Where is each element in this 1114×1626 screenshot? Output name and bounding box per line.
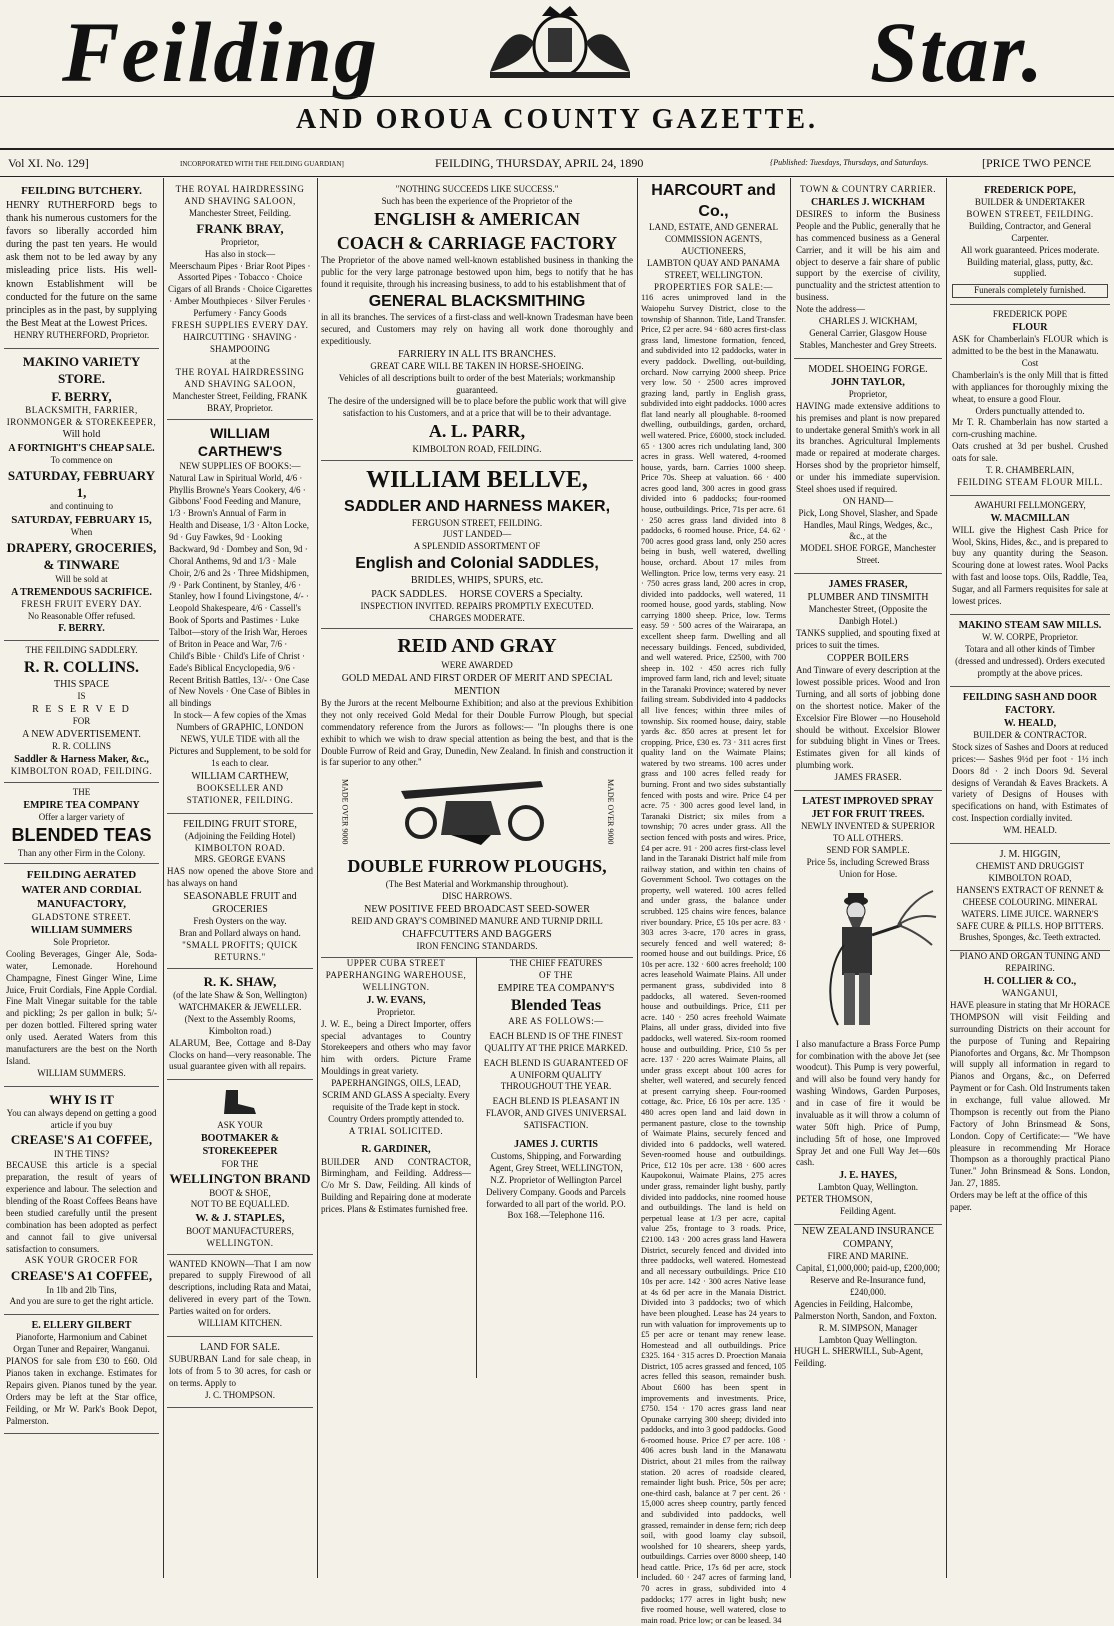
fruit-name: MRS. GEORGE EVANS bbox=[194, 854, 286, 865]
ad-reid-and-gray bbox=[321, 629, 633, 958]
carrier-name: CHARLES J. WICKHAM bbox=[811, 196, 925, 208]
reid-awarded: WERE AWARDED bbox=[441, 659, 513, 670]
flour-orders: Orders punctually attended to. bbox=[975, 405, 1085, 416]
forge-on-hand: ON HAND— bbox=[842, 495, 894, 506]
harcourt-heading: HARCOURT and Co., bbox=[651, 182, 776, 221]
features-item-3: EACH BLEND IS PLEASANT IN FLAVOR, AND GIVES UNIVERSAL SATISFACTION. bbox=[485, 1096, 627, 1130]
aerated-heading: FEILDING AERATED WATER AND CORDIAL MANUFACTORY, bbox=[21, 869, 142, 911]
land-heading: LAND FOR SALE. bbox=[200, 1341, 280, 1353]
spray-price: Price 5s, including Screwed Brass Union for Hose. bbox=[806, 856, 930, 879]
variety-date-2: SATURDAY, FEBRUARY 15, bbox=[11, 513, 152, 526]
forge-heading: MODEL SHOEING FORGE. bbox=[808, 363, 928, 375]
carthew-stock: In stock— A few copies of the Xmas Numbers of GRAPHIC, LONDON NEWS, YULE TIDE with all the Pictures and Supplement, to be sold for 1s each to clear. bbox=[169, 710, 311, 768]
hair-fresh: FRESH SUPPLIES EVERY DAY. bbox=[171, 319, 309, 330]
ad-empire-tea bbox=[4, 783, 159, 865]
horse-shoeing: GREAT CARE WILL BE TAKEN IN HORSE-SHOEING. bbox=[370, 360, 584, 371]
carthew-list: Natural Law in Spiritual World, 4/6 · Phyllis Browne's Years Cookery, 4/6 · Gibbons' Food Feeding and Manure, 1/3 · Brown's Annual of Farm in Health and Disease, 1/3 · Alton Locke, 9d · Guy Fawkes, 9d · Looking Backward, 9d · Dombey and Son, 9d · Choral Anthems, 9d and 1/3 · Male Choir, 2/6 and 2s · Three Midshipmen, /9 · Park Continent, by Stanley, 4/6 · Stanley, how I found Livingstone, 4/- · Leopold Shakespeare, 4/6 · Cassell's Book of Sports and Pastimes · Luke Talbot—story of the Irish War, Heroes of Briton in Peace and War, 7/6 · Child's Bible · Child's Life of Christ · Eade's Biblical Encyclopedia, 9/6 · Recent British Battles, 13/- · One Case of New Novels · One Case of Bibles in all bindings bbox=[169, 472, 310, 709]
vehicles: Vehicles of all descriptions built to order of the best Materials; workmanship guaranteed. bbox=[338, 372, 616, 395]
fruit-oysters: Fresh Oysters on the way. bbox=[193, 916, 287, 927]
crease-text: BECAUSE this article is a special preparation, the result of years of experience and labour. The selection and blending of the Roast Coffees Beans have been studied carefully until the present combination has been adopted as perfect and cannot fail to give universal satisfaction to consumers. bbox=[6, 1160, 157, 1254]
boot-shoe: BOOT & SHOE, bbox=[209, 1187, 271, 1198]
evans-list: PAPERHANGINGS, OILS, LEAD, SCRIM AND GLASS A specialty. Every requisite of the Trade kept in stock. Country Orders promptly attended to. bbox=[322, 1078, 470, 1124]
piano-address: WANGANUI, bbox=[1001, 988, 1059, 999]
carrier-signature: CHARLES J. WICKHAM, bbox=[818, 315, 918, 326]
seed-sower: NEW POSITIVE FEED BROADCAST SEED-SOWER bbox=[364, 903, 590, 915]
ad-sash-door-factory bbox=[950, 687, 1110, 844]
variety-name: F. BERRY, bbox=[51, 388, 112, 404]
reid-medal: GOLD MEDAL AND FIRST ORDER OF MERIT AND SPECIAL MENTION bbox=[341, 672, 613, 697]
carthew-signature: WILLIAM CARTHEW, bbox=[191, 770, 289, 782]
disc-harrows: DISC HARROWS. bbox=[441, 890, 512, 901]
dateline-incorporated: INCORPORATED WITH THE FEILDING GUARDIAN] bbox=[180, 160, 344, 168]
ad-crease-coffee bbox=[4, 1087, 159, 1316]
evans-name: J. W. EVANS, bbox=[366, 994, 426, 1006]
flour-oats: Oats crushed at 3d per bushel. Crushed oats for sale. bbox=[952, 441, 1108, 463]
flour-mill-name: FEILDING STEAM FLOUR MILL. bbox=[957, 476, 1103, 487]
flour-signature: T. R. CHAMBERLAIN, bbox=[985, 464, 1075, 475]
pianos-text: PIANOS for sale from £30 to £60. Old Pianos taken in exchange. Estimates for Repairs given. Pianos tuned by the year. Orders may be left at the Star office, Feilding, or Mr W. Park's Book Depot, Palmerston. bbox=[6, 1356, 157, 1426]
masthead-title-right: Star. bbox=[870, 4, 1045, 100]
sash-trade: BUILDER & CONTRACTOR. bbox=[973, 730, 1087, 741]
features-teas: Blended Teas bbox=[510, 996, 602, 1014]
ad-spray-jet bbox=[794, 791, 942, 1225]
curtis-text: Customs, Shipping, and Forwarding Agent, Grey Street, WELLINGTON, N.Z. Proprietor of Wellington Parcel Delivery Company. Goods and Parcels forwarded to all part of the world. P.O. Box 168.—Telephone 116. bbox=[486, 1151, 626, 1221]
aerated-address: GLADSTONE STREET. bbox=[31, 911, 132, 922]
sawmill-text: Totara and all other kinds of Timber (dressed and undressed). Orders executed promptly at the above prices. bbox=[955, 643, 1105, 678]
spray-newly: NEWLY INVENTED & SUPERIOR TO ALL OTHERS. bbox=[800, 821, 935, 844]
ad-model-shoeing-forge bbox=[794, 359, 942, 575]
variety-sold: Will be sold at bbox=[55, 573, 108, 584]
gilbert-trade: Pianoforte, Harmonium and Cabinet Organ Tuner and Repairer, Wanganui. bbox=[13, 1332, 150, 1355]
ad-feilding-butchery bbox=[4, 180, 159, 349]
pope-text: Building, Contractor, and General Carpenter. bbox=[968, 220, 1092, 243]
thomson-name: PETER THOMSON, bbox=[796, 1194, 873, 1205]
shaw-alarm: ALARUM, Bee, Cottage and 8-Day Clocks on hand—very reasonable. The usual guarantee given with all repairs. bbox=[169, 1037, 311, 1072]
boot-icon bbox=[220, 1088, 260, 1116]
awahuri-text: WILL give the Highest Cash Price for Wool, Skins, Hides, &c., and is prepared to buy any quantity during the Season. Scouring done at lowest rates. Wool Packs with fast and loose tops. Oils, Raddle, Tea, Sugar, and all Farmers requisites for sale at lowest prices. bbox=[952, 524, 1108, 606]
smith-heading: GENERAL BLACKSMITHING bbox=[368, 292, 586, 310]
masthead-title-left: Feilding bbox=[62, 4, 380, 100]
harcourt-address: LAMBTON QUAY AND PANAMA STREET, WELLINGTON. bbox=[646, 257, 781, 280]
evans-text: J. W. E., being a Direct Importer, offers special advantages to Country Storekeepers and others who may favor him with orders. Picture Frame Mouldings in great variety. bbox=[321, 1018, 471, 1077]
features-item-1: EACH BLEND IS OF THE FINEST QUALITY AT THE PRICE MARKED. bbox=[484, 1030, 628, 1053]
factory-heading-1: ENGLISH & AMERICAN bbox=[373, 208, 581, 229]
gilbert-heading: E. ELLERY GILBERT bbox=[31, 1320, 132, 1332]
features-item-2: EACH BLEND IS GUARANTEED OF A UNIFORM QUALITY THROUGHOUT THE YEAR. bbox=[483, 1057, 629, 1092]
smith-text: in all its branches. The services of a first-class and well-known Tradesman have been secured, and Customers may rely on having all work done thoroughly and expeditiously. bbox=[321, 311, 633, 346]
hayes-address: Lambton Quay, Wellington. bbox=[817, 1182, 918, 1193]
aerated-proprietor: Sole Proprietor. bbox=[53, 937, 110, 948]
crease-heading: CREASE'S A1 COFFEE, bbox=[10, 1132, 153, 1148]
ad-wellington-brand bbox=[167, 1080, 313, 1254]
fraser-text-2: And Tinware of every description at the lowest possible prices. Wood and Iron Turning, and all sorts of jobbing done on the shortest notice. Maker of the Excelsior Fire Blower —no Household should be without. Excelsior Blower for subduing blight in Vines or Trees. Estimates given for all kinds of plumbing work. bbox=[796, 665, 940, 771]
pope-address: BOWEN STREET, FEILDING. bbox=[966, 209, 1094, 220]
dateline-published: {Published: Tuesdays, Thursdays, and Saturdays. bbox=[770, 158, 929, 167]
variety-sacrifice: A TREMENDOUS SACRIFICE. bbox=[11, 586, 152, 598]
pope-funerals: Funerals completely furnished. bbox=[952, 284, 1108, 298]
evans-trial: A TRIAL SOLICITED. bbox=[348, 1125, 444, 1136]
ad-william-bellve bbox=[321, 461, 633, 630]
reid-text: By the Jurors at the recent Melbourne Exhibition; and also at the previous Exhibition they not only received Gold Medal for their Double Furrow Plough, but special commendatory reference from the Jurors as follows:— "In ploughs there is one exhibit to which we wish to draw special attention as being the best, and that is the Double Furrow of Reid and Gray, Dunedin, New Zealand. In finish and construction it is far superior to any other." bbox=[321, 698, 633, 768]
higgin-name: J. M. HIGGIN, bbox=[999, 848, 1061, 860]
nz-manager: R. M. SIMPSON, Manager bbox=[818, 1322, 918, 1333]
ad-feilding-saddlery bbox=[4, 641, 159, 783]
features-heading: THE CHIEF FEATURES bbox=[509, 957, 603, 968]
sash-signature: WM. HEALD. bbox=[1003, 825, 1057, 836]
made-left: MADE OVER 9000 bbox=[340, 779, 350, 845]
ad-town-country-carrier bbox=[794, 180, 942, 359]
plough-illustration bbox=[321, 769, 633, 855]
ad-royal-hairdressing bbox=[167, 180, 313, 420]
sawmill-heading: MAKINO STEAM SAW MILLS. bbox=[958, 619, 1102, 631]
dateline bbox=[0, 152, 1114, 176]
carrier-note: Note the address— bbox=[796, 304, 865, 315]
ad-awahuri-fellmongery bbox=[950, 496, 1110, 615]
sash-text: Stock sizes of Sashes and Doors at reduced prices:— Sashes 9½d per foot · 1½ inch Doors 8d · 2 inch Doors 9d. Several designs of Verandah & Eaves Brackets. A variety of Designs of Houses with specifications on hand, with Estimates of cost. Inspection cordially invited. bbox=[952, 741, 1108, 824]
piano-orders: Orders may be left at the office of this paper. bbox=[950, 1190, 1088, 1212]
bellve-pack: PACK SADDLES. bbox=[371, 588, 447, 600]
factory-intro: Such has been the experience of the Proprietor of the bbox=[381, 195, 573, 206]
saddlery-address: KIMBOLTON ROAD, FEILDING. bbox=[10, 765, 153, 776]
why-text: You can always depend on getting a good article if you buy bbox=[6, 1107, 157, 1130]
features-company: EMPIRE TEA COMPANY'S bbox=[497, 982, 615, 994]
fraser-text: TANKS supplied, and spouting fixed at prices to suit the times. bbox=[796, 628, 940, 651]
fruit-text: HAS now opened the above Store and has always on hand bbox=[167, 866, 313, 889]
column-2 bbox=[167, 180, 313, 1580]
features-of: OF THE bbox=[538, 969, 574, 980]
hair-signature: Manchester Street, Feilding, FRANK BRAY, Proprietor. bbox=[172, 391, 308, 414]
parr-address: KIMBOLTON ROAD, FEILDING. bbox=[412, 443, 542, 454]
royal-crest-icon bbox=[450, 2, 670, 82]
nz-agencies: Agencies in Feilding, Halcombe, Palmerston North, Sandon, and Foxton. bbox=[794, 1298, 937, 1321]
nz-sub-agent: HUGH L. SHERWILL, Sub-Agent, Feilding. bbox=[794, 1346, 923, 1369]
variety-when: When bbox=[70, 527, 93, 538]
bellve-covers: HORSE COVERS a Specialty. bbox=[459, 588, 583, 600]
col3-lower bbox=[321, 958, 633, 1378]
dateline-price: [PRICE TWO PENCE bbox=[982, 156, 1092, 170]
column-rule bbox=[317, 178, 318, 1578]
masthead-rule-top bbox=[0, 96, 1114, 97]
saddlery-new: A NEW ADVERTISEMENT. bbox=[22, 728, 141, 740]
iron-fencing: IRON FENCING STANDARDS. bbox=[416, 941, 538, 952]
crease-heading-2: CREASE'S A1 COFFEE, bbox=[10, 1268, 153, 1284]
made-right: MADE OVER 9000 bbox=[606, 779, 615, 845]
chaffcutters: CHAFFCUTTERS AND BAGGERS bbox=[402, 928, 552, 940]
ad-coach-factory bbox=[321, 180, 633, 461]
saddlery-reserved: R E S E R V E D bbox=[32, 703, 131, 715]
ad-frederick-pope bbox=[950, 180, 1110, 305]
variety-continue: and continuing to bbox=[50, 501, 113, 512]
sash-heading: FEILDING SASH AND DOOR FACTORY. bbox=[962, 691, 1098, 716]
variety-fruit: FRESH FRUIT EVERY DAY. bbox=[21, 598, 142, 609]
variety-heading: MAKINO VARIETY STORE. bbox=[22, 354, 141, 387]
tea-offer: Offer a larger variety of bbox=[38, 811, 125, 822]
variety-offer: No Reasonable Offer refused. bbox=[27, 610, 136, 621]
spray-heading: LATEST IMPROVED SPRAY JET FOR FRUIT TREES. bbox=[802, 795, 934, 821]
tea-than: Than any other Firm in the Colony. bbox=[17, 847, 146, 858]
ad-ellery-gilbert bbox=[4, 1315, 159, 1434]
hayes-name: J. E. HAYES, bbox=[839, 1170, 897, 1182]
nz-capital: Capital, £1,000,000; paid-up, £200,000; Reserve and Re-Insurance fund, £240,000. bbox=[796, 1263, 940, 1298]
wanted-text: WANTED KNOWN—That I am now prepared to supply Firewood of all descriptions, including Rata and Matai, delivered in every part of the Town. Parties waited on for orders. bbox=[169, 1258, 311, 1317]
fraser-signature: JAMES FRASER. bbox=[834, 772, 902, 782]
shaw-text: (of the late Shaw & Son, Wellington) WATCHMAKER & JEWELLER. (Next to the Assembly Rooms, Kimbolton road.) bbox=[173, 990, 307, 1036]
gardiner-text: BUILDER AND CONTRACTOR, Birmingham, and Feilding. Address—C/o Mr S. Daw, Feilding. All kinds of Building and Repairing done at moderate prices. Plans & Estimates furnished free. bbox=[321, 1156, 471, 1215]
fruit-address: KIMBOLTON ROAD. bbox=[194, 842, 286, 853]
why-heading: WHY IS IT bbox=[49, 1091, 114, 1107]
column-rule bbox=[476, 958, 477, 1378]
forge-text: HAVING made extensive additions to his premises and plant is now prepared to undertake general Smith's work in all its branches. Agricultural Implements made or repaired at moderate charges. Horses shod by the proprietor himself, or under his immediate supervision. Steel shoes used if required. bbox=[796, 400, 940, 494]
pope-trade: BUILDER & UNDERTAKER bbox=[974, 197, 1086, 208]
factory-text: The Proprietor of the above named well-known established business in thanking the public for the very large patronage bestowed upon him, begs to notify that he has found it requisite, through his increasing business, to add to his establishment that of bbox=[321, 255, 633, 289]
aerated-name: WILLIAM SUMMERS bbox=[30, 924, 133, 936]
fraser-trade: PLUMBER AND TINSMITH bbox=[807, 592, 929, 604]
hair-stock: Has also in stock— bbox=[204, 248, 276, 259]
plough-icon bbox=[391, 771, 561, 851]
awahuri-heading: AWAHURI FELLMONGERY, bbox=[974, 499, 1086, 510]
nz-heading: NEW ZEALAND INSURANCE COMPANY, bbox=[801, 1226, 935, 1251]
flour-crushing: Mr T. R. Chamberlain has now started a corn-crushing machine. bbox=[952, 417, 1108, 440]
flour-text: ASK for Chamberlain's FLOUR which is admitted to be the best in the Manawatu. bbox=[952, 334, 1108, 357]
ad-land-for-sale bbox=[167, 1337, 313, 1409]
ad-rk-shaw bbox=[167, 969, 313, 1080]
column-1 bbox=[4, 180, 159, 1580]
fraser-heading: JAMES FRASER, bbox=[828, 579, 908, 591]
crease-sure: And you are sure to get the right article. bbox=[9, 1296, 154, 1307]
ad-chief-features bbox=[481, 958, 631, 1222]
manure-drill: REID AND GRAY'S COMBINED MANURE AND TURNIP DRILL bbox=[351, 916, 603, 927]
man-with-spray-pump-illustration bbox=[798, 885, 938, 1035]
ad-chamberlain-flour bbox=[950, 305, 1110, 495]
bellve-saddles: English and Colonial SADDLES, bbox=[355, 555, 599, 573]
fruit-adjoining: (Adjoining the Feilding Hotel) bbox=[184, 830, 296, 841]
masthead-rule-bottom bbox=[0, 148, 1114, 150]
dateline-rule bbox=[0, 176, 1114, 177]
dateline-volume: Vol XI. No. 129] bbox=[8, 156, 89, 170]
variety-trade: BLACKSMITH, FARRIER, IRONMONGER & STOREKEEPER, bbox=[6, 404, 157, 427]
awahuri-name: W. MACMILLAN bbox=[990, 512, 1070, 524]
gardiner-name: R. GARDINER, bbox=[361, 1144, 431, 1156]
forge-signature: MODEL SHOE FORGE, Manchester Street. bbox=[800, 543, 936, 566]
butchery-signature: HENRY RUTHERFORD, Proprietor. bbox=[13, 330, 150, 341]
bellve-inspect: INSPECTION INVITED. REPAIRS PROMPTLY EXECUTED. bbox=[360, 600, 594, 611]
pope-guaranteed: All work guaranteed. Prices moderate. bbox=[960, 244, 1100, 255]
flour-cost: Cost bbox=[1021, 358, 1039, 368]
tea-blended: BLENDED TEAS bbox=[11, 824, 152, 845]
crease-tins: IN THE TINS? bbox=[53, 1148, 110, 1159]
higgin-text: HANSEN'S EXTRACT OF RENNET & CHEESE COLOURING. MINERAL WATERS. LIME JUICE. WARNER'S SAFE CURE & PILLS. HOP BITTERS. Brushes, Sponges, &c. Teeth extracted. bbox=[956, 884, 1104, 943]
carthew-heading: WILLIAM CARTHEW'S bbox=[197, 424, 283, 460]
hair-services: HAIRCUTTING · SHAVING · SHAMPOOING bbox=[183, 331, 297, 354]
column-4 bbox=[641, 180, 786, 1625]
saddlery-heading: THE FEILDING SADDLERY. bbox=[25, 644, 138, 655]
ad-nz-insurance bbox=[794, 1225, 942, 1370]
crease-sizes: In 1lb and 2lb Tins, bbox=[46, 1284, 117, 1295]
higgin-trade: CHEMIST AND DRUGGIST KIMBOLTON ROAD, bbox=[975, 861, 1085, 883]
carrier-trade: General Carrier, Glasgow House Stables, Manchester and Grey Streets. bbox=[799, 327, 937, 350]
ad-makino-variety-store bbox=[4, 349, 159, 640]
harcourt-trade: LAND, ESTATE, AND GENERAL COMMISSION AGENTS, AUCTIONEERS, bbox=[648, 222, 779, 256]
bellve-landed: JUST LANDED— bbox=[442, 529, 512, 540]
evans-address: WELLINGTON. bbox=[362, 981, 430, 992]
hair-address: Manchester Street, Feilding. bbox=[189, 207, 291, 218]
sash-name: W. HEALD, bbox=[1003, 717, 1057, 729]
column-rule bbox=[946, 178, 947, 1578]
boot-for: FOR THE bbox=[221, 1158, 259, 1169]
ad-aerated-water bbox=[4, 864, 159, 1086]
piano-text: HAVE pleasure in stating that Mr HORACE THOMPSON will visit Feilding and surrounding Districts on their account for the purpose of Tuning and Repairing Pianofortes and Organs, &c. Mr Thompson will supply all information in regard to Pianos and Organs, &c., on Deferred Payment or for Cash. Old Instruments taken in exchange, full value allowed. Mr Thompson is recently out from the Piano Factory of John Brinsmead & Sons, London. Copy of Certificate:— "We have pleasure in recommending Mr Horace Thompson as a thoroughly practical Piano Tuner." John Brinsmead & Sons. London, Jan. 27, 1885. bbox=[950, 1000, 1110, 1189]
ad-makino-saw-mills bbox=[950, 615, 1110, 687]
column-rule bbox=[637, 178, 638, 1578]
ad-james-fraser bbox=[794, 574, 942, 791]
bellve-bridles: BRIDLES, WHIPS, SPURS, etc. bbox=[410, 575, 544, 587]
pope-heading: FREDERICK POPE, bbox=[984, 185, 1076, 196]
forge-list: Pick, Long Shovel, Slasher, and Spade Handles, Maul Rings, Wedges, &c., &c., at the bbox=[798, 507, 938, 542]
boot-ask: ASK YOUR bbox=[217, 1120, 263, 1131]
boot-trade: BOOT MANUFACTURERS, bbox=[186, 1225, 294, 1236]
harcourt-properties: PROPERTIES FOR SALE:— bbox=[654, 281, 773, 292]
ad-feilding-fruit-store bbox=[167, 814, 313, 969]
sawmill-name: W. W. CORPE, Proprietor. bbox=[982, 632, 1078, 642]
reid-heading: REID AND GRAY bbox=[397, 635, 557, 658]
column-3 bbox=[321, 180, 633, 1580]
variety-will: Will hold bbox=[62, 429, 101, 441]
masthead-subtitle: AND OROUA COUNTY GAZETTE. bbox=[295, 104, 818, 135]
spray-send: SEND FOR SAMPLE. bbox=[826, 845, 910, 855]
curtis-heading: JAMES J. CURTIS bbox=[514, 1138, 598, 1150]
boot-brand: WELLINGTON BRAND bbox=[169, 1171, 311, 1187]
variety-goods: DRAPERY, GROCERIES, & TINWARE bbox=[6, 540, 157, 573]
fraser-address: Manchester Street, (Opposite the Danbigh Hotel.) bbox=[808, 604, 928, 627]
forge-proprietor: Proprietor, bbox=[848, 388, 888, 399]
land-signature: J. C. THOMPSON. bbox=[204, 1389, 276, 1400]
variety-sale: A FORTNIGHT'S CHEAP SALE. bbox=[8, 442, 155, 454]
boot-equal: NOT TO BE EQUALLED. bbox=[190, 1199, 290, 1210]
ad-jm-higgin bbox=[950, 844, 1110, 951]
nz-address: Lambton Quay Wellington. bbox=[818, 1334, 918, 1345]
piano-name: H. COLLIER & CO., bbox=[983, 976, 1077, 987]
ad-william-carthew bbox=[167, 420, 313, 814]
aerated-signature: WILLIAM SUMMERS. bbox=[37, 1067, 126, 1078]
saddlery-signature: R. R. COLLINS bbox=[51, 740, 111, 751]
parr-name: A. L. PARR, bbox=[428, 421, 526, 442]
saddlery-for: FOR bbox=[72, 715, 91, 726]
crease-ask: ASK YOUR GROCER FOR bbox=[24, 1255, 139, 1266]
evans-proprietor: Proprietor. bbox=[376, 1006, 416, 1017]
boot-name: W. & J. STAPLES, bbox=[195, 1212, 285, 1225]
boot-heading: BOOTMAKER & STOREKEEPER bbox=[200, 1133, 280, 1158]
hair-proprietor: Proprietor, bbox=[220, 236, 260, 247]
desire: The desire of the undersigned will be to place before the public work that will give satisfaction to his Customers, and at a price that will be to their advantage. bbox=[327, 396, 627, 419]
column-6 bbox=[950, 180, 1110, 1580]
fraser-boilers: COPPER BOILERS bbox=[827, 652, 909, 664]
saddlery-name: R. R. COLLINS. bbox=[23, 658, 140, 676]
carrier-heading: TOWN & COUNTRY CARRIER. bbox=[799, 184, 936, 194]
saddlery-trade: Saddler & Harness Maker, &c., bbox=[14, 753, 149, 765]
shaw-heading: R. K. SHAW, bbox=[203, 973, 277, 989]
hair-heading: THE ROYAL HAIRDRESSING AND SHAVING SALOON, bbox=[175, 184, 305, 206]
carthew-subheading: NEW SUPPLIES OF BOOKS:— bbox=[179, 460, 301, 471]
pope-material: Building material, glass, putty, &c. supplied. bbox=[967, 256, 1093, 279]
variety-signature: F. BERRY. bbox=[58, 623, 105, 635]
butchery-text: HENRY RUTHERFORD begs to thank his numerous customers for the favors so liberally accorded him during the past ten years. He would ask them not to be led away by any misleading price lists. His well-known Establishment will be conducted for the future on the same principles as in the past, by supplying the Best Meat at the Lowest Prices. bbox=[6, 199, 157, 330]
wanted-signature: WILLIAM KITCHEN. bbox=[198, 1317, 282, 1328]
hair-heading-2: THE ROYAL HAIRDRESSING AND SHAVING SALOON, bbox=[175, 367, 305, 390]
fruit-motto: "SMALL PROFITS; QUICK RETURNS." bbox=[182, 940, 298, 963]
variety-date-1: SATURDAY, FEBRUARY 1, bbox=[7, 467, 156, 500]
fruit-bran: Bran and Pollard always on hand. bbox=[179, 928, 301, 939]
bellve-pack-row bbox=[321, 588, 633, 601]
dateline-date: FEILDING, THURSDAY, APRIL 24, 1890 bbox=[435, 156, 644, 170]
carrier-text: DESIRES to inform the Business People and the Public, generally that he has commenced business as a General Carrier, and it will be his aim and object to deserve a fair share of public support by the exercise of civility, punctuality and the strictest attention to business. bbox=[796, 209, 940, 303]
bellve-heading: WILLIAM BELLVE, bbox=[366, 466, 588, 493]
features-follows: ARE AS FOLLOWS:— bbox=[508, 1016, 604, 1026]
saddlery-is: IS bbox=[77, 690, 86, 701]
flour-name: FREDERICK POPE bbox=[992, 309, 1068, 320]
flour-mill-text: Chamberlain's is the only Mill that is fitted with appliances for thoroughly mixing the wheat, to ensure a good Flour. bbox=[952, 369, 1108, 404]
column-5 bbox=[794, 180, 942, 1580]
masthead bbox=[0, 0, 1114, 150]
nz-fire: FIRE AND MARINE. bbox=[827, 1251, 909, 1262]
bellve-assortment: A SPLENDID ASSORTMENT OF bbox=[413, 541, 541, 552]
boot-address: WELLINGTON. bbox=[206, 1237, 274, 1248]
piano-heading: PIANO AND ORGAN TUNING AND REPAIRING. bbox=[959, 951, 1101, 974]
thomson-role: Feilding Agent. bbox=[840, 1206, 896, 1217]
ad-piano-tuning bbox=[950, 951, 1110, 1214]
hair-name: FRANK BRAY, bbox=[196, 220, 284, 236]
ploughs-heading: DOUBLE FURROW PLOUGHS, bbox=[347, 856, 607, 877]
butchery-heading: FEILDING BUTCHERY. bbox=[21, 185, 142, 197]
bellve-address: FERGUSON STREET, FEILDING. bbox=[411, 517, 543, 528]
forge-name: JOHN TAYLOR, bbox=[831, 376, 905, 388]
land-text: SUBURBAN Land for sale cheap, in lots of from 5 to 30 acres, for cash or on terms. Apply to bbox=[169, 1353, 311, 1388]
ploughs-subheading: (The Best Material and Workmanship throughout). bbox=[385, 879, 569, 890]
spray-text: I also manufacture a Brass Force Pump for combination with the above Jet (see woodcut). This Pump is very powerful, and will also be found very handy for washing Windows, Garden Purposes, and in case of fire it would be invaluable as it will throw a column of water 50ft high. Price of Pump, including 5ft of hose, one Improved Spray Jet and one Full Way Jet—60s cash. bbox=[796, 1038, 940, 1168]
ad-harcourt bbox=[641, 180, 786, 1626]
ad-wanted-known bbox=[167, 1255, 313, 1337]
fruit-seasonable: SEASONABLE FRUIT and GROCERIES bbox=[183, 891, 297, 916]
harcourt-list: 116 acres unimproved land in the Waiopehu Survey District, close to the township of Shannon. Title, Land Transfer. Price, £2 per acre. 94 · 680 acres first-class grass land, limestone formation, fenced, and subdivided into 12 paddocks, water in every paddock. Dwelling, out-building, orchard. Now carrying 2000 sheep. Price very low. 50 · 2500 acres improved grazing land, partly in English grass, subdivided into eight paddocks. 1000 acres flat land nearly all ploughable. 8-roomed dwelling, outbuildings, garden, orchard, well watered. Price, £6000, stock included. 65 · 1300 acres rich undulating land, 300 acres in grass. Well watered, 4-roomed house, yards, barn. Carries 1000 sheep. Price 70s. Sheep at valuation. 66 · 400 acres good land, 300 acres in good grass divided into 6 paddocks; four-roomed house, outbuildings. Price, 71s per acre. 61 · 250 acres grass land divided into 8 paddocks, 6 roomed house. Price, £4. 62 · 700 acres good grass land, only 250 acres being in bush, well watered, dwelling house, orchard. About 17 miles from Wellington. Price low, terms very easy. 21 · 750 acres grass land, 200 acres in crop, divided into paddocks, well watered, 11 roomed house, good yards, stabling. Now carrying 1800 sheep. Price, low. Terms easy. 59 · 500 acres of the Wairarapa, an excellent sheep farm. Dwelling and all necessary buildings. Fenced, subdivided, and well watered. Price, £2500, with 700 sheep in. 102 · 450 acres rich fully improved farm land, rich and level; situate in the Taranaki Province; watered by never failing stream. Subdivided into 4 paddocks all live fences; within three miles of township. Six roomed house, dairy, stable yards &c. 850 acres at present let for cropping. Price, £30 es. 73 · 311 acres first quality land on the Waimate Plains; watered by two streams. 100 acres under grass and 100 acres felled ready for burning. Front and two sides substantially fenced with posts and wire. Price £4 per acre. 75 · 300 acres good level land, in Taranaki District; six miles from a township; 70 acres under grass. All the section fenced with posts and wires. Price, £4 per acre. 91 · 200 acres first-class level land in the Taranaki District half mile from railway station, and within ten chains of Government School. Two cottages on the property, well watered. 100 acres felled and under grass, the balance under scrubbed. 125 chains wire fences, balance river boundary. Price, £5 10s per acre. 83 · 303 acres 3-acre, 170 acres in grass, securely fenced and well watered; 8-roomed house and out buildings. Price, £6 10s per acre. 132 · 600 acres freehold; 100 acres leasehold Waimate Plains. All under permanent grass, subdivided into 8 paddocks, all watered. Seven-roomed house and outbuildings. Price, £11 per acre. 140 · 250 acres freehold Waimate Plains, all under grass, divided into five paddocks, well watered. Six-room roomed house and outbuilding. Price, £10 5s per acre. 137 · 220 acres Waimate Plains, all under grass except about 100 acres for shelter, well watered, and securely fenced at present carrying sheep. Four-roomed cottage, &c. Price, £6 10s per acre. 135 · 480 acres open land and laid down in permanent pasture, close to the township of Waimate Plains, securely fenced and divided into 6 paddocks, well watered. Seven-roomed house and outbuildings. Price, £12 10s per acre. 138 · 600 acres Kaupokonui, Waimate Plains, 275 acres under grass, remainder light bushy, partly divided into paddocks, nine roomed house and outbuildings. The land is held on perpetual lease at 1/3 per acre, capital value 25s, frontage to 3 roads. Price, £2100. 143 · 200 acres grass land Hawera District, securely fenced and divided into three paddocks, well watered. Homestead and all necessary outbuildings. Price £10 10s per acre. 142 · 300 acres Native lease at 4s 6d per acre in the Manaia District. Divided into 3 paddocks; two of which have been ploughed. Lease has 24 years to run with valuation for improvements up to £5 per acre or tenant may renew lease. Homestead and all outbuildings. Price £325. 164 · 315 acres D. Proection Manaia District, 105 acres grassed and fenced, 105 acres felled this season, remainder bush. About £600 has been spent in improvements and investments. Price, £750. 154 · 170 acres grass land near Opunake carrying 300 sheep; divided into paddocks, and into 3 good paddocks. Good 6-roomed house. Price £7 per acre. 108 · 406 acres bush land in the Manawatu District, about 21 miles from the railway station. 20 acres of roadside cleared, remainder light bush. Price, 50s per acre; one-third cash, balance at 7 per cent. 26 · 15,000 acres sheep country, partly fenced and subdivided into paddocks, well grassed, remainder in dense fern; rich deep soil, with good loamy clay subsoil, woolshed for 10 shearers, sheep yards, outbuildings. Carries over 8000 sheep, 140 head cattle. Price, 17s 6d per acre, stock included. 60 · 247 acres of farming land, 70 acres in grass, subdivided into 4 paddocks; 177 acres in light bush; new five roomed house, well watered, close to main road. Price low; or can be leased. 34 bbox=[641, 293, 786, 1625]
column-rule bbox=[790, 178, 791, 1578]
factory-heading-2: COACH & CARRIAGE FACTORY bbox=[336, 232, 618, 253]
aerated-list: Cooling Beverages, Ginger Ale, Soda-water, Lemonade. Horehound Champagne, Finest Ginger Wine, Lime Juice, Fruit Cordials, Fine Apple Cordial. Fine Malt Vinegar suitable for the table and pickling; 2s per gallon in bulk; 5/- per dozen bottled. Filtered spring water only used. Aerated Waters from this manufacturers are the best on the North Island. bbox=[6, 948, 157, 1066]
factory-motto: "NOTHING SUCCEEDS LIKE SUCCESS." bbox=[395, 184, 559, 194]
fruit-heading: FEILDING FRUIT STORE, bbox=[183, 818, 297, 830]
tea-the: THE bbox=[72, 786, 91, 797]
hair-at: at the bbox=[230, 355, 250, 366]
saddlery-space: THIS SPACE bbox=[54, 678, 109, 690]
bellve-charges: CHARGES MODERATE. bbox=[429, 612, 525, 623]
hair-list: Meerschaum Pipes · Briar Root Pipes · Assorted Pipes · Tobacco · Choice Cigars of all Brands · Choice Cigarettes · Amber Mouthpieces · Silver Ferules · Perfumery · Fancy Goods bbox=[168, 260, 312, 319]
carthew-trade: BOOKSELLER AND STATIONER, FEILDING. bbox=[186, 782, 294, 805]
tea-heading: EMPIRE TEA COMPANY bbox=[23, 799, 140, 811]
variety-commence: To commence on bbox=[50, 454, 113, 465]
column-rule bbox=[163, 178, 164, 1578]
bellve-trade: SADDLER AND HARNESS MAKER, bbox=[343, 498, 611, 516]
farriery: FARRIERY IN ALL ITS BRANCHES. bbox=[398, 348, 556, 360]
flour-heading: FLOUR bbox=[1012, 322, 1048, 334]
evans-heading: UPPER CUBA STREET PAPERHANGING WAREHOUSE, bbox=[325, 957, 467, 980]
ad-jw-evans bbox=[321, 958, 471, 1216]
